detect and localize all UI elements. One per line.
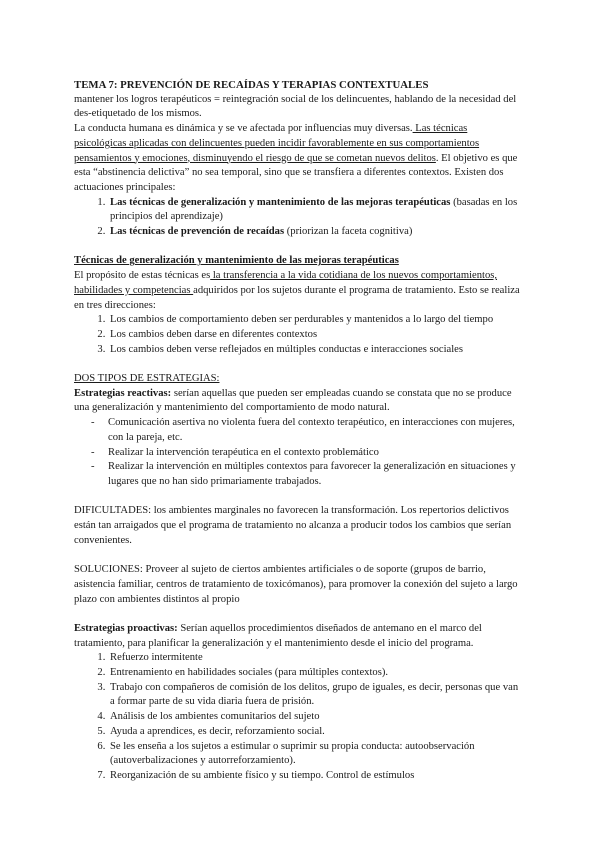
list-item: 5. Ayuda a aprendices, es decir, reforzamiento social. xyxy=(108,725,522,740)
difficulties-paragraph: DIFICULTADES: los ambientes marginales no favorecen la transformación. Los repertorios delictivos están tan arraigados que el programa de tratamiento no alcanza a producir todos los cambios que serían convenientes. xyxy=(74,505,512,546)
proactive-label: Estrategias proactivas: xyxy=(74,622,178,634)
list-item: 2. Entrenamiento en habilidades sociales (para múltiples contextos). xyxy=(108,666,522,681)
action-bold: Las técnicas de prevención de recaídas xyxy=(110,226,285,238)
list-item: - Comunicación asertiva no violenta fuera del contexto terapéutico, en interacciones con mujeres, con la pareja, etc. xyxy=(108,416,522,445)
list-item: - Realizar la intervención terapéutica en el contexto problemático xyxy=(108,446,522,461)
proactive-paragraph xyxy=(74,622,522,651)
list-item: 2. Los cambios deben darse en diferentes contextos xyxy=(108,328,522,343)
reactive-label: Estrategias reactivas: xyxy=(74,387,172,399)
reactive-paragraph xyxy=(74,387,522,416)
generalization-text-end: adquiridos por los sujetos durante el programa de tratamiento. Esto se realiza en tres direcciones: xyxy=(74,284,520,311)
reactive-list xyxy=(74,416,522,490)
generalization-underlined-text: la transferencia a la vida cotidiana de los nuevos comportamientos, habilidades y competencias xyxy=(74,270,498,296)
directions-list xyxy=(74,313,522,357)
action-rest: (priorizan la faceta cognitiva) xyxy=(284,226,413,238)
list-item xyxy=(108,196,522,225)
actions-list xyxy=(74,196,522,240)
reactive-text: serían aquellas que pueden ser empleadas cuando se constata que no se produce una generalización y mantenimiento del comportamiento de modo natural. xyxy=(74,387,512,414)
list-item: 6. Se les enseña a los sujetos a estimular o suprimir su propia conducta: autoobservación (autoverbalizaciones y autorreforzamiento). xyxy=(108,740,522,769)
document-page xyxy=(74,78,522,784)
generalization-paragraph xyxy=(74,269,522,313)
solutions-paragraph: SOLUCIONES: Proveer al sujeto de ciertos ambientes artificiales o de soporte (grupos de barrio, asistencia familiar, centros de tratamiento de toxicómanos), para promover la conexión del sujeto a largo plazo con ambientes distintos al propio xyxy=(74,564,518,605)
action-bold: Las técnicas de generalización y mantenimiento de las mejoras terapéuticas xyxy=(110,196,451,208)
list-item: 3. Trabajo con compañeros de comisión de los delitos, grupo de iguales, es decir, personas que van a formar parte de su vida diaria fuera de prisión. xyxy=(108,681,522,710)
intro-underlined-text: Las técnicas psicológicas aplicadas con delincuentes pueden incidir favorablemente en sus comportamientos pensamientos y emociones, disminuyendo el riesgo de que se cometan nuevos delitos xyxy=(74,123,480,164)
intro-text-start: La conducta humana es dinámica y se ve afectada por influencias muy diversas. xyxy=(74,123,413,135)
proactive-text: Serían aquellos procedimientos diseñados de antemano en el marco del tratamiento, para planificar la generalización y el mantenimiento desde el inicio del programa. xyxy=(74,622,482,649)
action-rest: (basadas en los principios del aprendizaje) xyxy=(110,196,518,223)
intro-line: mantener los logros terapéuticos = reintegración social de los delincuentes, hablando de la necesidad del des-etiquetado de los mismos. xyxy=(74,93,517,120)
intro-text-end: . El objetivo es que esta “abstinencia delictiva” no sea temporal, sino que se transfiera a diferentes contextos. Existen dos actuaciones principales: xyxy=(74,152,518,193)
list-item: - Realizar la intervención en múltiples contextos para favorecer la generalización en situaciones y lugares que no han sido primariamente trabajados. xyxy=(108,460,522,489)
generalization-text-start: El propósito de estas técnicas es xyxy=(74,270,211,282)
section-heading-generalization: Técnicas de generalización y mantenimiento de las mejoras terapéuticas xyxy=(74,255,399,267)
list-item: 4. Análisis de los ambientes comunitarios del sujeto xyxy=(108,710,522,725)
list-item: 1. Los cambios de comportamiento deben ser perdurables y mantenidos a lo largo del tiempo xyxy=(108,313,522,328)
list-item: 7. Reorganización de su ambiente físico y su tiempo. Control de estímulos xyxy=(108,769,522,784)
page-title: TEMA 7: PREVENCIÓN DE RECAÍDAS Y TERAPIAS CONTEXTUALES xyxy=(74,79,429,91)
list-item: 1. Refuerzo intermitente xyxy=(108,651,522,666)
list-item xyxy=(108,225,522,240)
section-heading-strategies: DOS TIPOS DE ESTRATEGIAS: xyxy=(74,373,220,385)
list-item: 3. Los cambios deben verse reflejados en múltiples conductas e interacciones sociales xyxy=(108,343,522,358)
intro-paragraph xyxy=(74,122,522,196)
proactive-list xyxy=(74,651,522,783)
